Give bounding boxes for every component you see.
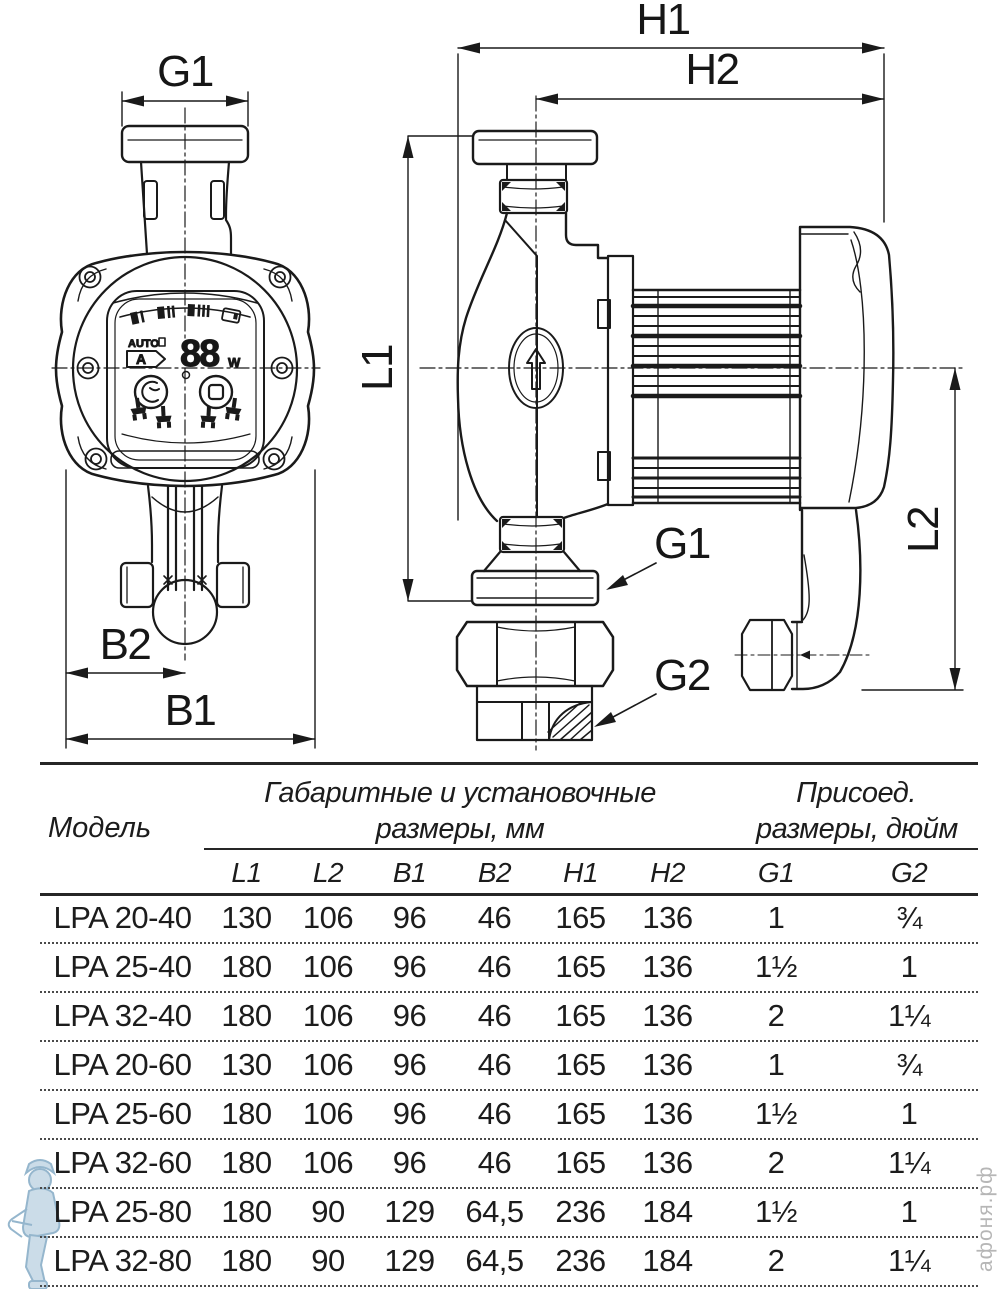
group-header-mm-line1: Габаритные и установочные <box>264 777 656 809</box>
l1-cell: 180 <box>221 998 272 1033</box>
b1-cell: 96 <box>392 998 427 1033</box>
h2-cell: 136 <box>642 1047 693 1082</box>
l2-cell: 106 <box>302 1145 354 1180</box>
table-top-border <box>40 762 978 765</box>
g1-cell: 1½ <box>754 1096 798 1131</box>
h2-cell: 136 <box>642 900 693 935</box>
label-b2: B2 <box>99 620 151 669</box>
model-cell: LPA 32-80 <box>53 1243 192 1278</box>
col-g2: G2 <box>890 857 928 888</box>
l2-cell: 106 <box>302 949 354 984</box>
label-l1: L1 <box>353 345 402 391</box>
g1-cell: 1 <box>767 900 785 935</box>
table-row <box>40 895 978 944</box>
col-l2: L2 <box>312 857 344 888</box>
label-b1: B1 <box>164 686 216 735</box>
table-row <box>40 993 978 1042</box>
h2-cell: 184 <box>642 1194 693 1229</box>
g2-cell: 1¼ <box>887 1145 931 1180</box>
col-g1: G1 <box>757 857 795 888</box>
l2-cell: 106 <box>302 1047 354 1082</box>
b2-cell: 46 <box>477 1096 512 1131</box>
b1-cell: 96 <box>392 1096 427 1131</box>
h2-cell: 136 <box>642 1145 693 1180</box>
l2-cell: 90 <box>311 1194 345 1229</box>
h2-cell: 136 <box>642 949 693 984</box>
label-g2-side: G2 <box>654 651 710 700</box>
l1-cell: 130 <box>221 900 272 935</box>
model-cell: LPA 25-80 <box>53 1194 192 1229</box>
h1-cell: 165 <box>555 1096 606 1131</box>
model-cell: LPA 25-60 <box>53 1096 192 1131</box>
model-cell: LPA 20-60 <box>53 1047 192 1082</box>
b1-cell: 96 <box>392 1047 427 1082</box>
l1-cell: 180 <box>221 1243 272 1278</box>
b2-cell: 46 <box>477 998 512 1033</box>
model-column-header: Модель <box>48 812 152 844</box>
b1-cell: 129 <box>384 1194 435 1229</box>
group-header-inch-line2: размеры, дюйм <box>756 813 958 845</box>
power-display: 88 <box>180 333 219 375</box>
table-row <box>40 1189 978 1238</box>
col-h2: H2 <box>650 857 685 888</box>
model-cell: LPA 32-40 <box>53 998 192 1033</box>
g1-cell: 2 <box>767 1243 785 1278</box>
table-row <box>40 944 978 993</box>
group-header-mm-line2: размеры, мм <box>375 813 545 845</box>
g2-cell: 1 <box>900 1096 918 1131</box>
g2-cell: ¾ <box>896 1047 922 1082</box>
col-b2: B2 <box>477 857 512 888</box>
b1-cell: 96 <box>392 1145 427 1180</box>
l2-cell: 106 <box>302 998 354 1033</box>
h1-cell: 165 <box>555 998 606 1033</box>
g2-cell: 1¼ <box>887 1243 931 1278</box>
l2-cell: 90 <box>311 1243 345 1278</box>
h1-cell: 165 <box>555 1145 606 1180</box>
b2-cell: 46 <box>477 1145 512 1180</box>
g2-cell: 1 <box>900 1194 918 1229</box>
g1-cell: 2 <box>767 1145 785 1180</box>
b2-cell: 46 <box>477 1047 512 1082</box>
b2-cell: 46 <box>477 900 512 935</box>
h1-cell: 236 <box>555 1243 606 1278</box>
auto-label: AUTO <box>128 338 159 350</box>
table-body <box>40 895 978 1287</box>
h1-cell: 236 <box>555 1194 606 1229</box>
subheader-spacer <box>40 853 205 893</box>
l2-cell: 106 <box>302 1096 354 1131</box>
table-row <box>40 1042 978 1091</box>
label-h1: H1 <box>636 0 690 44</box>
g2-cell: 1¼ <box>887 998 931 1033</box>
table-row <box>40 1140 978 1189</box>
col-h1: H1 <box>563 857 598 888</box>
g2-cell: ¾ <box>896 900 922 935</box>
label-h2: H2 <box>685 45 739 94</box>
g1-cell: 1½ <box>754 949 798 984</box>
h2-cell: 136 <box>642 998 693 1033</box>
l1-cell: 180 <box>221 1194 272 1229</box>
label-g1-front: G1 <box>157 47 213 96</box>
group-header-inch-line1: Присоед. <box>796 777 916 809</box>
h1-cell: 165 <box>555 1047 606 1082</box>
h2-cell: 136 <box>642 1096 693 1131</box>
power-unit: W <box>228 355 241 370</box>
col-l1: L1 <box>231 857 262 888</box>
model-cell: LPA 25-40 <box>53 949 192 984</box>
site-watermark: афоня.рф <box>974 1165 997 1272</box>
l2-cell: 106 <box>302 900 354 935</box>
b1-cell: 129 <box>384 1243 435 1278</box>
column-letters-row <box>40 853 978 893</box>
l1-cell: 180 <box>221 949 272 984</box>
g1-cell: 1½ <box>754 1194 798 1229</box>
b2-cell: 64,5 <box>465 1243 524 1278</box>
h2-cell: 184 <box>642 1243 693 1278</box>
l1-cell: 180 <box>221 1096 272 1131</box>
table-row <box>40 1091 978 1140</box>
col-b1: B1 <box>392 857 427 888</box>
model-cell: LPA 32-60 <box>53 1145 192 1180</box>
b1-cell: 96 <box>392 949 427 984</box>
b2-cell: 64,5 <box>465 1194 524 1229</box>
group-underline <box>204 848 978 850</box>
g1-cell: 1 <box>767 1047 785 1082</box>
l1-cell: 130 <box>221 1047 272 1082</box>
a-label: A <box>136 351 147 367</box>
h1-cell: 165 <box>555 900 606 935</box>
b2-cell: 46 <box>477 949 512 984</box>
table-row <box>40 1238 978 1287</box>
label-g1-side: G1 <box>654 519 710 568</box>
b1-cell: 96 <box>392 900 427 935</box>
g1-cell: 2 <box>767 998 785 1033</box>
g2-cell: 1 <box>900 949 918 984</box>
l1-cell: 180 <box>221 1145 272 1180</box>
model-cell: LPA 20-40 <box>53 900 192 935</box>
label-l2: L2 <box>899 507 948 553</box>
h1-cell: 165 <box>555 949 606 984</box>
